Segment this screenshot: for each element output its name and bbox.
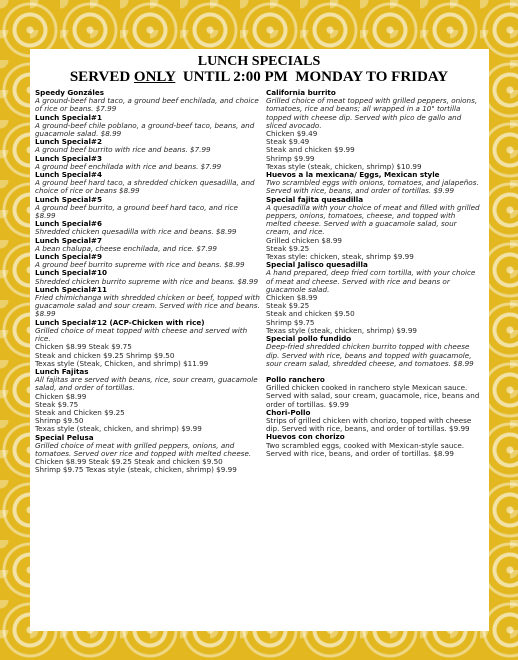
price-line: Texas style (steak, chicken, shrimp) $9.99 <box>266 325 417 335</box>
item-name: Lunch Special#2 <box>35 137 102 147</box>
item-name: Huevos a la mexicana/ Eggs, Mexican style <box>266 170 440 180</box>
menu-item-pollo-ranchero <box>266 376 481 409</box>
title-post: UNTIL 2:00 PM MONDAY TO FRIDAY <box>175 69 449 85</box>
item-desc: A ground-beef chile poblano, a ground-beef taco, beans, and guacamole salad. $8.99 <box>35 120 255 139</box>
item-name: Huevos con chorizo <box>266 432 345 442</box>
menu-item-ls10 <box>35 269 260 285</box>
item-name: Special pollo fundido <box>266 334 352 344</box>
menu-item-ls12 <box>35 319 260 368</box>
menu-item-ls7 <box>35 237 260 253</box>
menu-item-ls4 <box>35 171 260 196</box>
title-only: ONLY <box>133 69 176 85</box>
item-desc: Two scrambled eggs, cooked with Mexican-style sauce. Served with rice, beans, and order of tortillas. $8.99 <box>266 440 465 458</box>
item-name: Chori-Pollo <box>266 407 311 417</box>
price-line: Texas style (steak, chicken, shrimp) $10.99 <box>266 161 422 171</box>
item-desc: A ground-beef hard taco, a ground beef enchilada, and choice of rice or beans. $7.99 <box>35 96 259 114</box>
price-line: Steak and chicken $9.50 <box>266 309 355 319</box>
item-desc: Grilled choice of meat topped with cheese and served with rice. <box>35 325 248 344</box>
item-desc: All fajitas are served with beans, rice, sour cream, guacamole salad, and order of tortillas. <box>35 375 258 393</box>
price-line: Steak and chicken $9.99 <box>266 145 355 155</box>
item-name: Lunch Special#7 <box>35 235 102 245</box>
menu-item-ls6 <box>35 220 260 236</box>
item-name: California burrito <box>266 88 336 97</box>
item-desc: Shredded chicken quesadilla with rice and beans. $8.99 <box>35 227 237 237</box>
item-desc: Fried chimichanga with shredded chicken or beef, topped with guacamole salad and sour cream. Served with rice and beans. $8.99 <box>35 293 260 319</box>
menu-item-ls5 <box>35 196 260 221</box>
item-desc: Grilled chicken cooked in ranchero style Mexican sauce. Served with salad, sour cream, guacamole, rice, beans and order of tortillas. $9.99 <box>266 383 480 409</box>
item-desc: Grilled choice of meat with grilled peppers, onions, and tomatoes. Served over rice and topped with melted cheese. <box>35 440 252 458</box>
price-line: Steak and Chicken $9.25 <box>35 407 125 417</box>
item-desc: Grilled choice of meat topped with grilled peppers, onions, tomatoes, rice and beans; all wrapped in a 10" tortilla topped with cheese dip. Served with pico de gallo and sliced avocado. <box>266 96 478 130</box>
item-desc: A quesadilla with your choice of meat and filled with grilled peppers, onions, tomatoes, cheese, and topped with melted cheese. Served with a guacamole salad, sour cream, and rice. <box>266 202 480 237</box>
menu-item-ls1 <box>35 114 260 139</box>
price-line: Shrimp $9.75 <box>266 317 315 327</box>
item-desc: Deep-fried shredded chicken burrito topped with cheese dip. Served with rice, beans and topped with guacamole, sour cream salad, shredded cheese, and tomatoes. $8.99 <box>266 342 474 368</box>
menu-item-ls11 <box>35 286 260 319</box>
menu-item-jalisco-quesadilla <box>266 261 481 335</box>
price-line: Grilled chicken $8.99 <box>266 235 342 245</box>
price-line: Chicken $8.99 <box>35 391 87 401</box>
price-line: Shrimp $9.50 <box>35 416 84 426</box>
item-name: Special Jalisco quesadilla <box>266 260 368 270</box>
item-name: Special fajita quesadilla <box>266 194 364 204</box>
price-line: Chicken $8.99 Steak $9.25 Steak and chicken $9.50 <box>35 457 223 467</box>
item-desc: A ground beef burrito, a ground beef hard taco, and rice $8.99 <box>35 202 238 221</box>
item-name: Lunch Special#11 <box>35 284 107 294</box>
title-line1: LUNCH SPECIALS <box>197 54 321 69</box>
item-name: Lunch Special#4 <box>35 170 102 180</box>
price-line: Texas style (steak, chicken, and shrimp) $9.99 <box>35 424 202 434</box>
menu-item-ls2 <box>35 138 260 154</box>
price-line: Texas style: chicken, steak, shrimp $9.99 <box>266 252 414 262</box>
item-name: Lunch Special#6 <box>35 219 102 229</box>
menu-item-fajita-quesadilla <box>266 196 481 262</box>
item-desc: A ground beef hard taco, a shredded chicken quesadilla, and choice of rice or beans $8.99 <box>35 178 255 196</box>
price-line: Steak $9.75 <box>35 399 79 409</box>
item-desc: A hand prepared, deep fried corn tortilla, with your choice of meat and cheese. Served with rice and beans or guacamole salad. <box>266 268 476 294</box>
item-name: Lunch Special#12 (ACP-Chicken with rice) <box>35 317 205 327</box>
item-name: Speedy Gonzáles <box>35 88 105 97</box>
menu-item-california <box>266 89 481 171</box>
item-name: Lunch Special#5 <box>35 194 102 204</box>
price-line: Steak $9.49 <box>266 137 310 147</box>
menu-item-ls3 <box>35 155 260 171</box>
price-line: Steak $9.25 <box>266 301 310 311</box>
right-column <box>266 89 481 475</box>
menu-item-fajitas <box>35 368 260 434</box>
menu-item-chori-pollo <box>266 409 481 434</box>
price-line: Chicken $8.99 Steak $9.75 <box>35 342 132 352</box>
price-line: Shrimp $9.75 Texas style (steak, chicken, shrimp) $9.99 <box>35 465 237 475</box>
item-desc: A bean chalupa, cheese enchilada, and rice. $7.99 <box>35 243 217 253</box>
price-line: Chicken $9.49 <box>266 129 318 139</box>
title-line2 <box>35 69 483 86</box>
menu-item-ls9 <box>35 253 260 269</box>
price-line: Chicken $8.99 <box>266 293 318 303</box>
menu-item-speedy <box>35 89 260 114</box>
item-desc: Two scrambled eggs with onions, tomatoes, and jalapeños. Served with rice, beans, and order of tortillas. $9.99 <box>266 178 479 196</box>
item-desc: A ground beef burrito supreme with rice and beans. $8.99 <box>35 260 245 270</box>
price-line: Texas style (Steak, Chicken, and shrimp) $11.99 <box>35 358 209 368</box>
item-name: Lunch Special#9 <box>35 252 102 262</box>
item-name: Lunch Special#1 <box>35 112 102 122</box>
item-desc: Strips of grilled chicken with chorizo, topped with cheese dip. Served with rice, beans, and order of tortillas. $9.99 <box>266 415 472 434</box>
item-desc: Shredded chicken burrito supreme with rice and beans. $8.99 <box>35 276 259 286</box>
item-desc: A ground beef burrito with rice and beans. $7.99 <box>35 145 211 155</box>
price-line: Steak and chicken $9.25 Shrimp $9.50 <box>35 350 175 360</box>
item-name: Pollo ranchero <box>266 374 325 384</box>
item-desc: A ground beef enchilada with rice and beans. $7.99 <box>35 161 222 171</box>
menu-item-huevos-mexicana <box>266 171 481 196</box>
menu-item-pollo-fundido <box>266 335 481 368</box>
menu-title <box>35 55 483 86</box>
item-name: Lunch Special#3 <box>35 153 102 163</box>
title-pre: SERVED <box>69 69 134 85</box>
left-column <box>35 89 266 475</box>
item-name: Special Pelusa <box>35 432 94 442</box>
menu-item-pelusa <box>35 434 260 475</box>
menu-columns <box>35 89 483 475</box>
price-line: Steak $9.25 <box>266 243 310 253</box>
menu-item-huevos-chorizo <box>266 433 481 458</box>
price-line: Shrimp $9.99 <box>266 153 315 163</box>
item-name: Lunch Fajitas <box>35 366 89 376</box>
menu-sheet <box>30 49 489 631</box>
item-name: Lunch Special#10 <box>35 268 107 278</box>
